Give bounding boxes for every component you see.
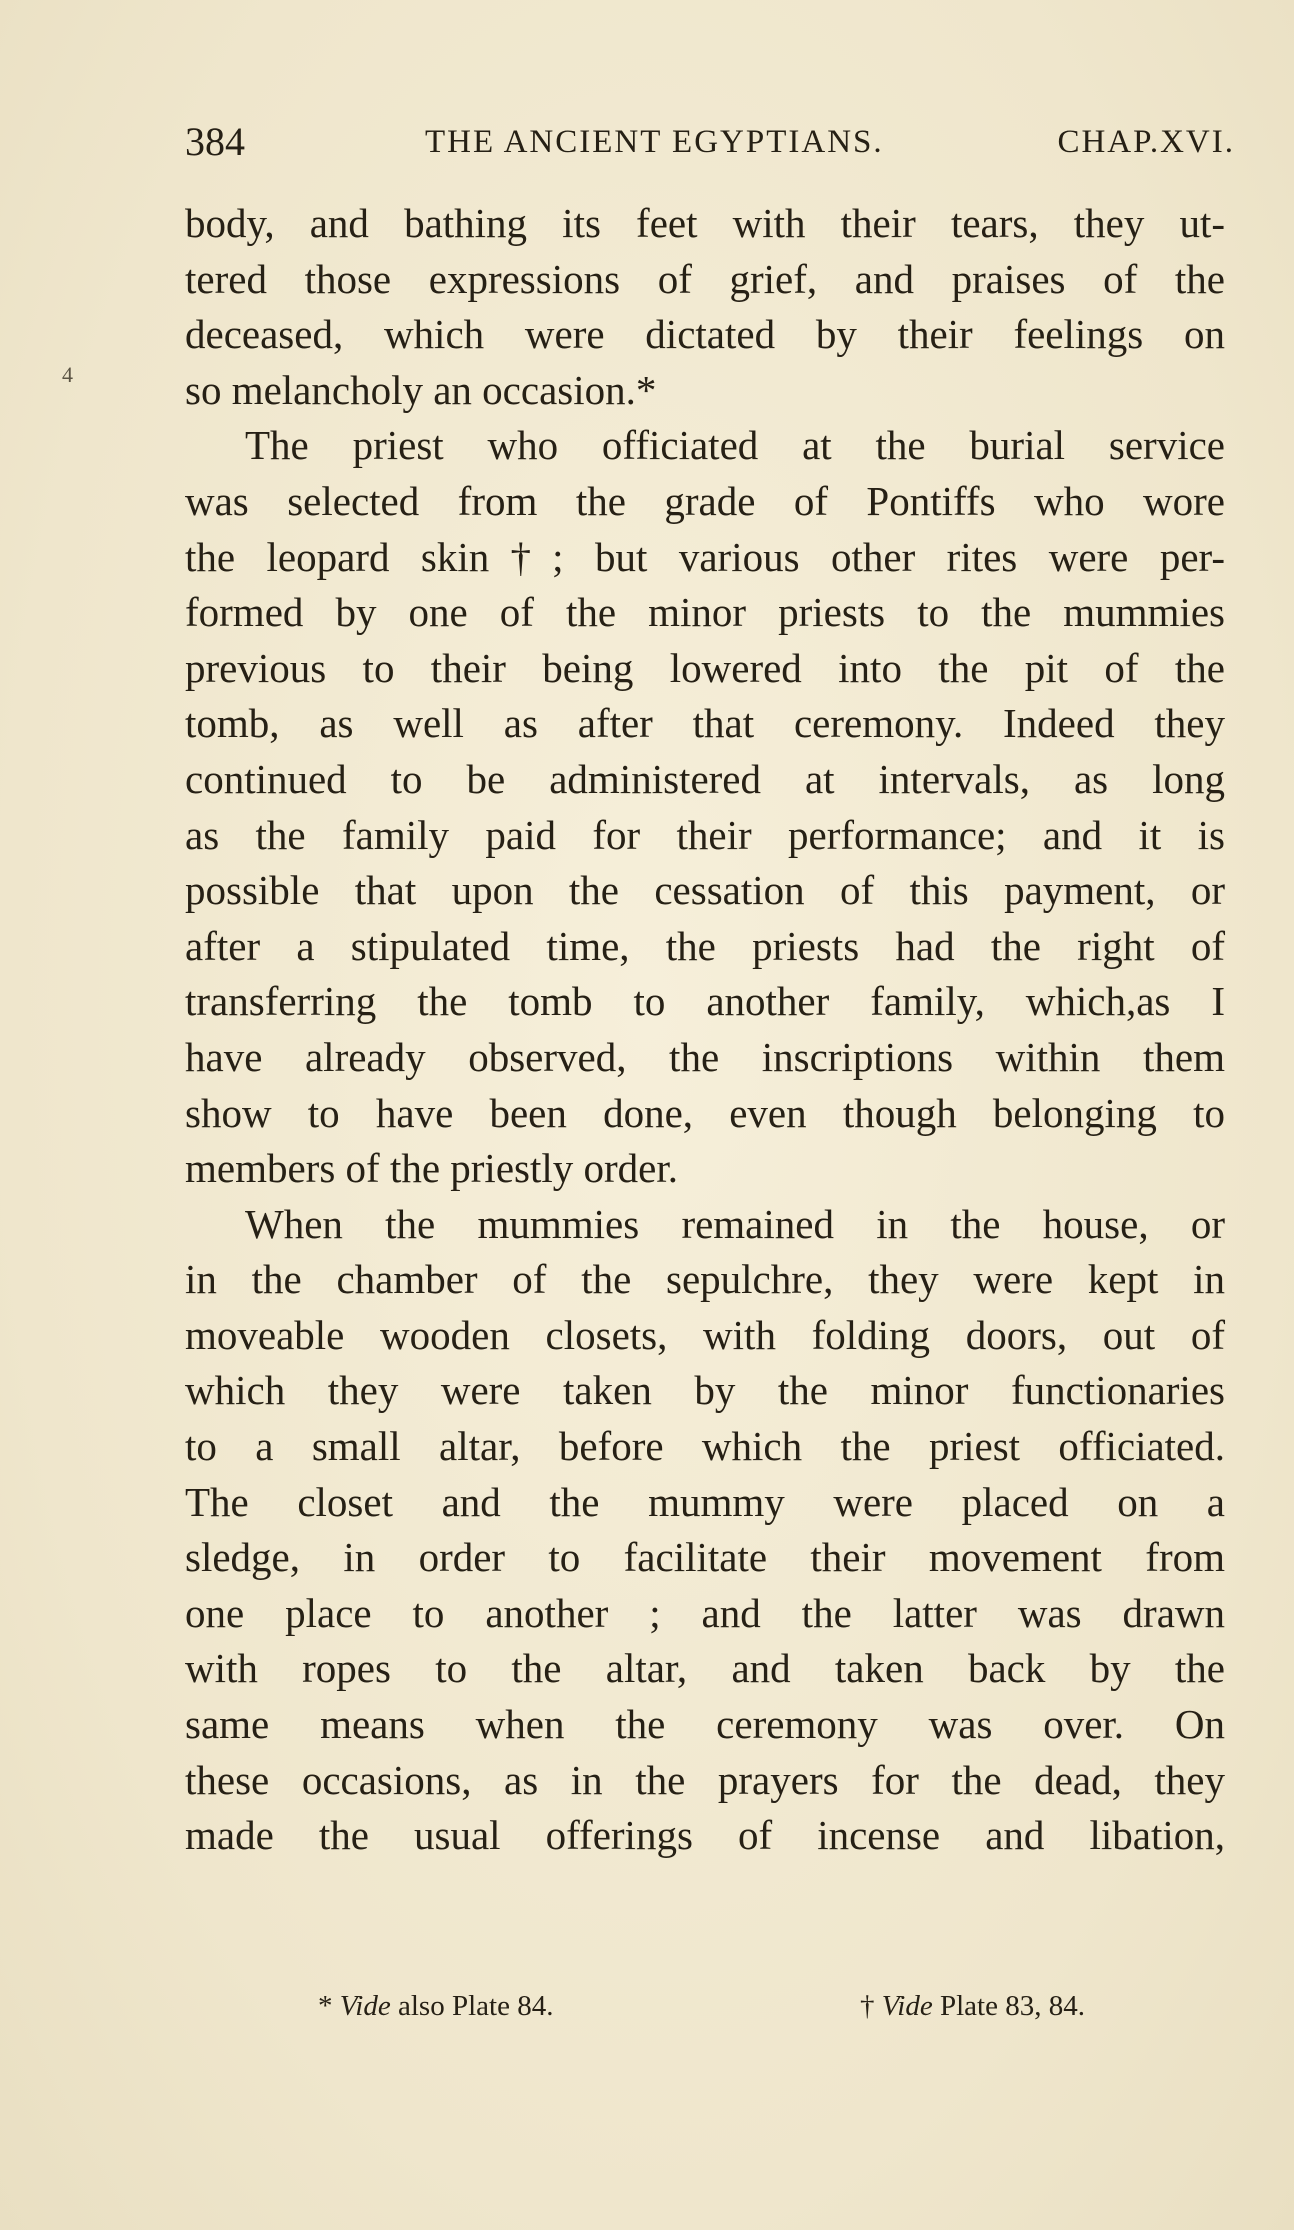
footnote-text: also Plate 84. [398,1990,554,2022]
text-line: one place to another ; and the latter was drawn [185,1589,1225,1636]
chapter-label: CHAP.XVI. [1057,124,1235,160]
running-head [185,118,1235,168]
text-line: after a stipulated time, the priests had the right of [185,922,1225,969]
text-line: The closet and the mummy were placed on a [185,1478,1225,1525]
text-line: continued to be administered at intervals, as long [185,755,1225,802]
text-line: made the usual offerings of incense and libation, [185,1812,1225,1859]
text-line: these occasions, as in the prayers for the dead, they [185,1756,1225,1803]
text-line: in the chamber of the sepulchre, they were kept in [185,1256,1225,1303]
footnote-text: Plate 83, 84. [940,1990,1085,2022]
text-line: body, and bathing its feet with their tears, they ut- [185,200,1225,246]
text-line: members of the priestly order. [185,1145,679,1192]
text-line: moveable wooden closets, with folding doors, out of [185,1311,1225,1358]
text-line: possible that upon the cessation of this payment, or [185,867,1225,914]
text-line: When the mummies remained in the house, or [245,1200,1225,1247]
body-text [185,196,1225,1864]
text-line: transferring the tomb to another family, which,as I [185,978,1225,1025]
footnote-vide: Vide [881,1990,933,2022]
text-line: was selected from the grade of Pontiffs who wore [185,477,1225,524]
footnotes [0,1990,1294,2040]
running-title: THE ANCIENT EGYPTIANS. [425,124,884,160]
footnote-1 [318,1990,553,2023]
text-line: The priest who officiated at the burial service [245,422,1225,469]
text-line: tomb, as well as after that ceremony. Indeed they [185,700,1225,747]
text-line: previous to their being lowered into the pit of the [185,644,1225,691]
footnote-mark: * [318,1990,333,2022]
text-line: formed by one of the minor priests to the mummies [185,589,1225,636]
footnote-mark: † [860,1990,875,2022]
margin-mark: 4 [62,362,73,387]
text-line: as the family paid for their performance; and it is [185,811,1225,858]
footnote-vide: Vide [339,1990,391,2022]
text-line: same means when the ceremony was over. On [185,1701,1225,1748]
text-line: show to have been done, even though belonging to [185,1089,1225,1136]
text-line: with ropes to the altar, and taken back by the [185,1645,1225,1692]
text-line: sledge, in order to facilitate their movement from [185,1534,1225,1581]
text-line: so melancholy an occasion.* [185,366,657,413]
text-line: the leopard skin†; but various other rites were per- [185,533,1225,580]
text-line: tered those expressions of grief, and praises of the [185,255,1225,302]
text-line: which they were taken by the minor functionaries [185,1367,1225,1414]
text-line: deceased, which were dictated by their feelings on [185,311,1225,358]
footnote-2 [860,1990,1085,2023]
page-number: 384 [185,119,245,164]
text-line: have already observed, the inscriptions within them [185,1033,1225,1080]
text-line: to a small altar, before which the priest officiated. [185,1423,1225,1470]
